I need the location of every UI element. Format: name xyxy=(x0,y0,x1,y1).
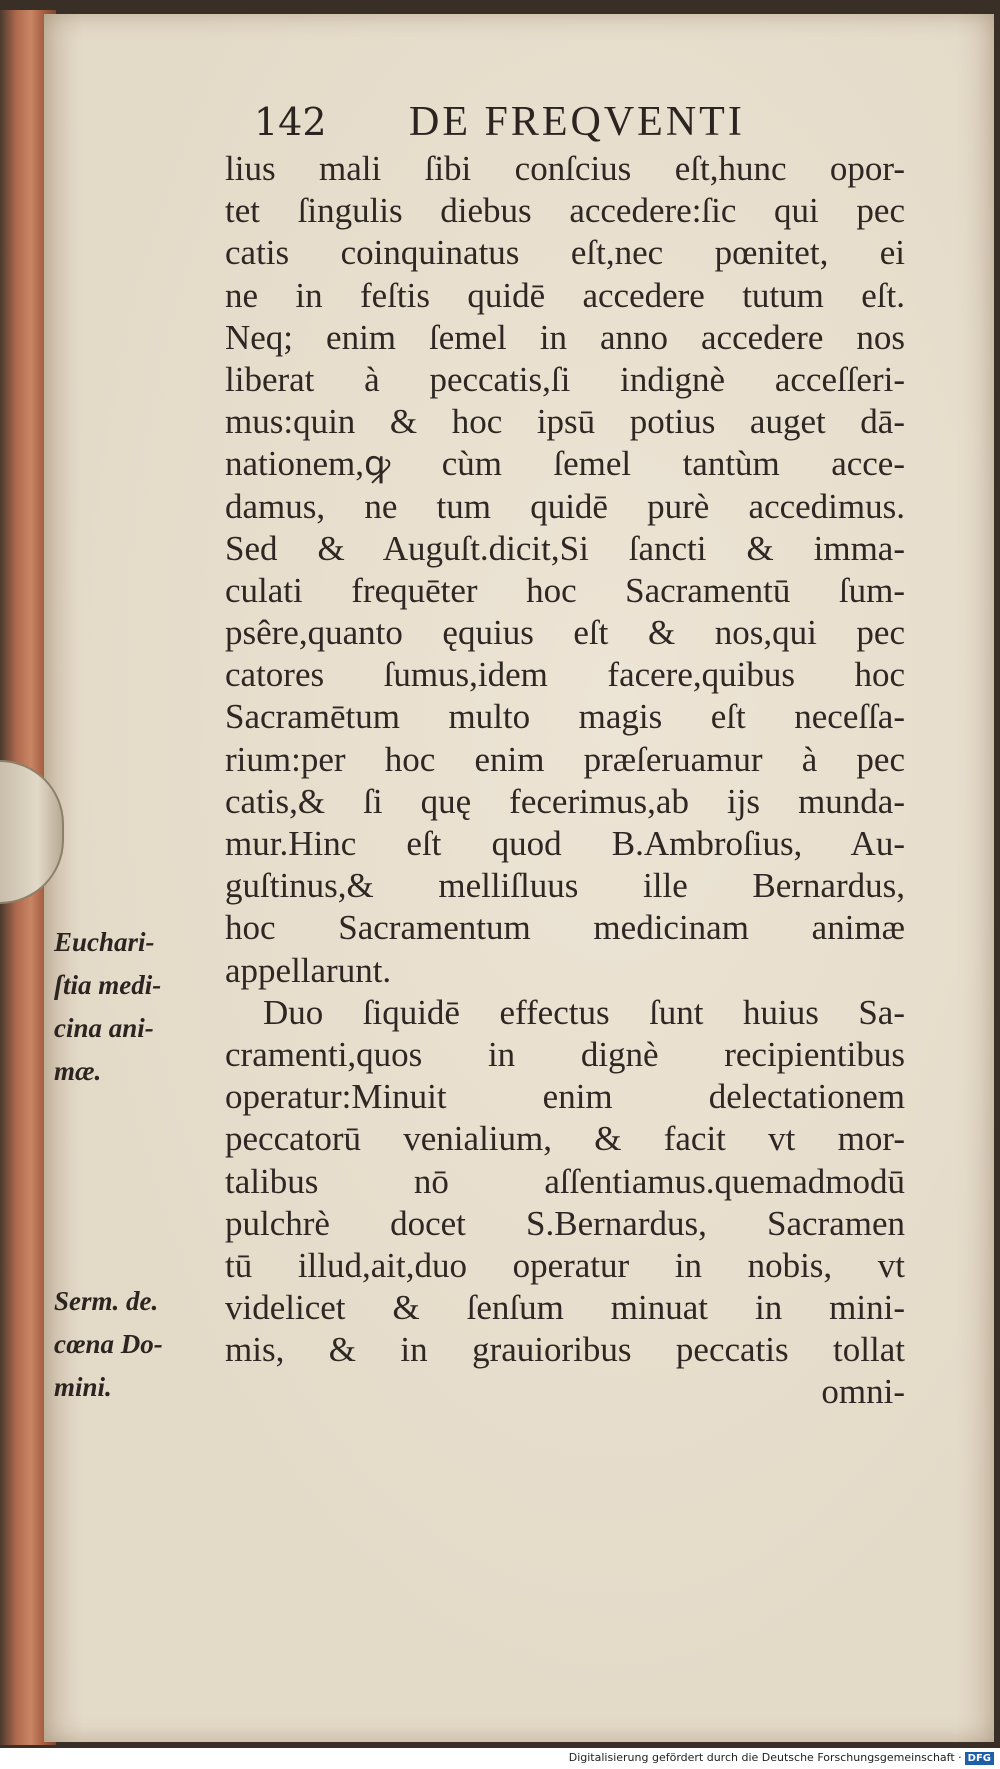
text-line: peccatorū venialium, & facit vt mor- xyxy=(225,1119,905,1159)
marginal-note-line: Serm. de. xyxy=(54,1286,159,1316)
text-line: mis, & in grauioribus peccatis tollat xyxy=(225,1330,905,1370)
text-line: mus:quin & hoc ipsū potius auget dā- xyxy=(225,402,905,442)
text-line: damus, ne tum quidē purè accedimus. xyxy=(225,486,905,526)
text-line: catis coinquinatus eſt,nec pœnitet, ei xyxy=(225,233,905,273)
text-line: culati frequēter hoc Sacramentū ſum- xyxy=(225,570,905,610)
marginal-note-line: mini. xyxy=(54,1372,112,1402)
text-line: catores ſumus,idem facere,quibus hoc xyxy=(225,655,905,695)
marginal-note-line: Euchari- xyxy=(54,927,155,957)
running-head: DE FREQVENTI xyxy=(409,99,745,145)
text-line: psêre,quanto ęquius eſt & nos,qui pec xyxy=(225,613,905,653)
marginal-note-line: mæ. xyxy=(54,1056,102,1086)
page-header xyxy=(254,98,814,154)
page-number: 142 xyxy=(254,100,327,144)
credit-text: Digitalisierung gefördert durch die Deutsche Forschungsgemeinschaft · xyxy=(568,1751,962,1764)
text-line: Duo ſiquidē effectus ſunt huius Sa- xyxy=(263,992,905,1032)
marginal-note-line: ſtia medi- xyxy=(54,970,162,1000)
text-line: talibus nō aſſentiamus.quemadmodū xyxy=(225,1161,905,1201)
text-line: rium:per hoc enim præſeruamur à pec xyxy=(225,739,905,779)
text-line: tū illud,ait,duo operatur in nobis, vt xyxy=(225,1245,905,1285)
text-line: Sed & Auguſt.dicit,Si ſancti & imma- xyxy=(225,528,905,568)
text-line: pulchrè docet S.Bernardus, Sacramen xyxy=(225,1203,905,1243)
text-line: cramenti,quos in dignè recipientibus xyxy=(225,1034,905,1074)
text-line: operatur:Minuit enim delectationem xyxy=(225,1077,905,1117)
text-line: ne in feſtis quidē accedere tutum eſt. xyxy=(225,275,905,315)
marginal-note-sermo xyxy=(54,1280,163,1409)
marginal-note-line: cina ani- xyxy=(54,1013,154,1043)
text-line: Neq; enim ſemel in anno accedere nos xyxy=(225,317,905,357)
catchword: omni- xyxy=(821,1372,905,1412)
text-line: tet ſingulis diebus accedere:ſic qui pec xyxy=(225,191,905,231)
marginal-note-eucharistia xyxy=(54,921,161,1093)
text-line: catis,& ſi quę fecerimus,ab ijs munda- xyxy=(225,781,905,821)
text-line: appellarunt. xyxy=(225,950,392,990)
text-line: videlicet & ſenſum minuat in mini- xyxy=(225,1288,905,1328)
marginal-note-line: cœna Do- xyxy=(54,1329,163,1359)
text-line: lius mali ſibi conſcius eſt,hunc opor- xyxy=(225,149,905,188)
text-line: mur.Hinc eſt quod B.Ambroſius, Au- xyxy=(225,824,905,863)
text-line: guſtinus,& melliſluus ille Bernardus, xyxy=(225,866,905,906)
dfg-logo-icon: DFG xyxy=(965,1752,994,1765)
digitization-credit xyxy=(569,1751,994,1765)
text-line: Sacramētum multo magis eſt neceſſa- xyxy=(225,697,905,737)
text-line: liberat à peccatis,ſi indignè acceſſeri- xyxy=(225,359,905,399)
text-line: hoc Sacramentum medicinam animæ xyxy=(225,908,905,948)
text-line: nationem,ꝙ cùm ſemel tantùm acce- xyxy=(225,444,905,484)
body-text xyxy=(225,148,905,1414)
